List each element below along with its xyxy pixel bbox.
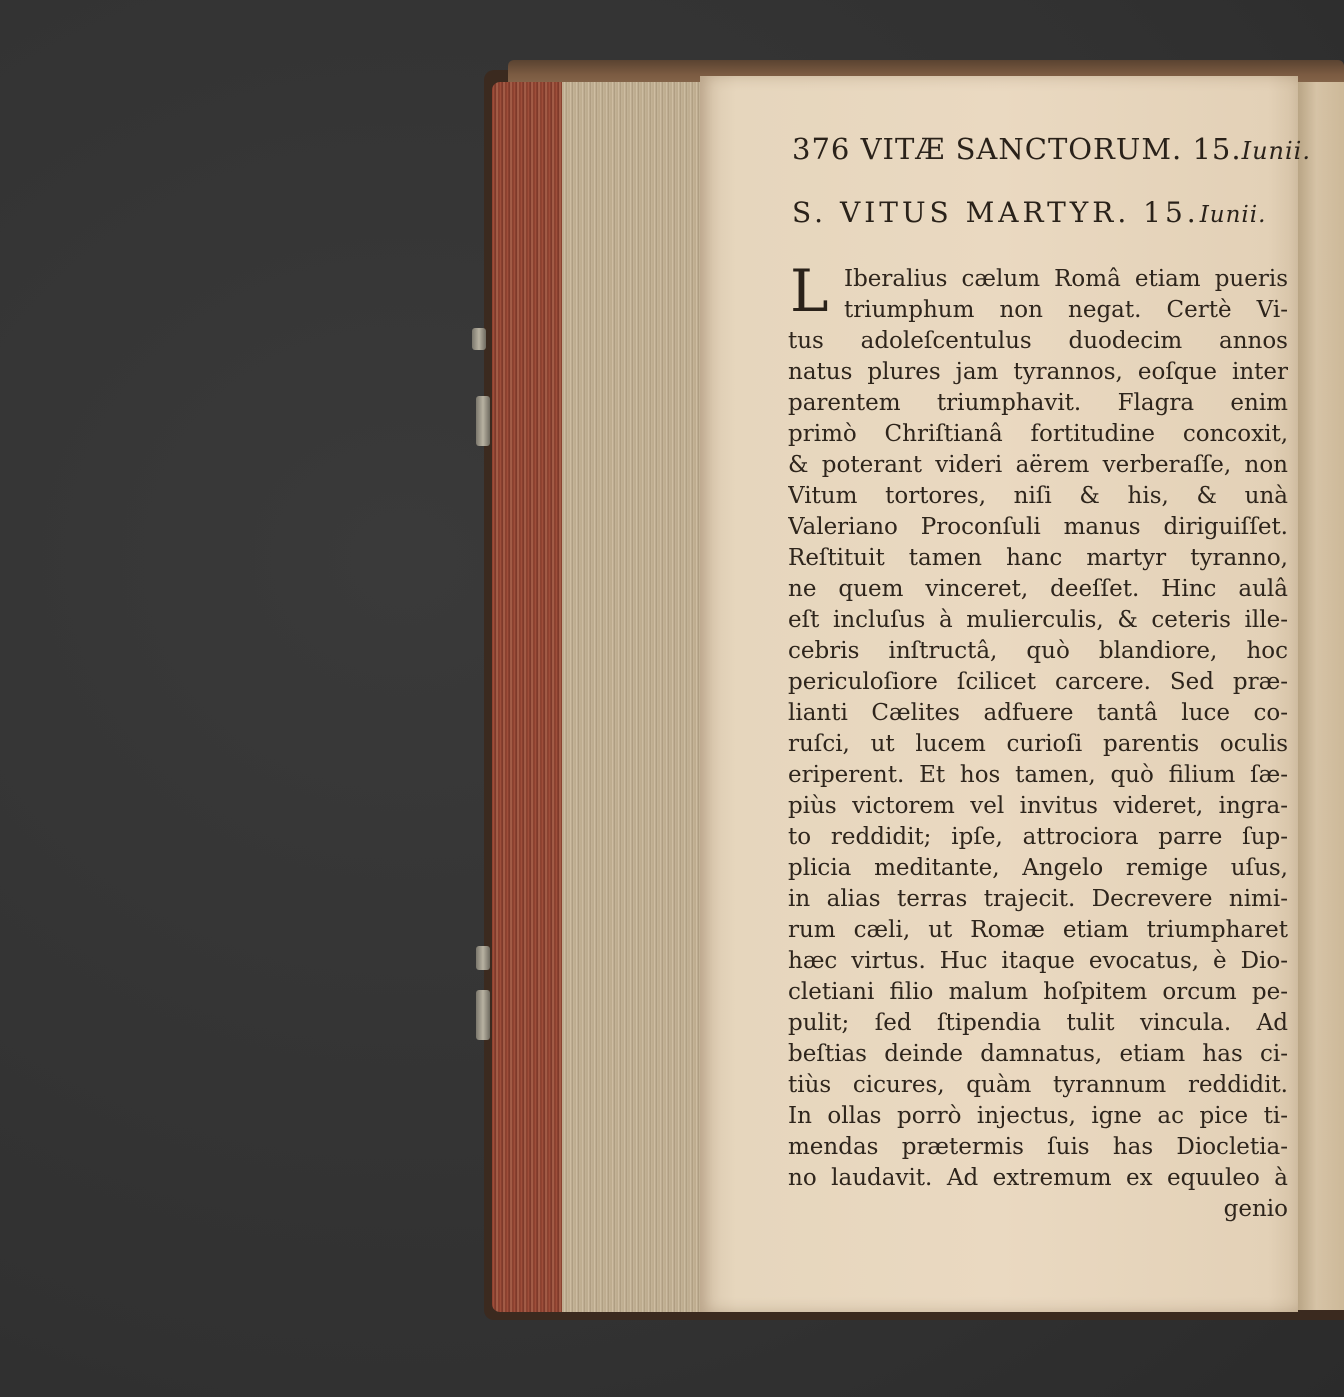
text-line: rum cæli, ut Romæ etiam triumpharet (788, 917, 1288, 943)
text-line: ne quem vinceret, deeſſet. Hinc aulâ (788, 576, 1288, 602)
text-line: natus plures jam tyrannos, eoſque inter (788, 359, 1288, 385)
running-title: VITÆ SANCTORUM. (860, 132, 1183, 166)
drop-cap: L (790, 257, 829, 325)
text-line: parentem triumphavit. Flagra enim (788, 390, 1288, 416)
running-head (792, 132, 1311, 166)
text-line: lianti Cælites adfuere tantâ luce co- (788, 700, 1288, 726)
text-line: Iberalius cælum Româ etiam pueris (844, 266, 1288, 292)
text-line: In ollas porrò injectus, igne ac pice ti- (788, 1103, 1288, 1129)
text-line: cletiani filio malum hoſpitem orcum pe- (788, 979, 1288, 1005)
text-line: pulit; ſed ſtipendia tulit vincula. Ad (788, 1010, 1288, 1036)
running-date-number: 15. (1192, 132, 1242, 166)
text-line: Vitum tortores, niſi & his, & unà (788, 483, 1288, 509)
chapter-date-month: Iunii. (1199, 202, 1267, 228)
text-line: to reddidit; ipſe, attrociora parre ſup- (788, 824, 1288, 850)
text-line: no laudavit. Ad extremum ex equuleo à (788, 1165, 1288, 1191)
text-line: Valeriano Proconſuli manus diriguiſſet. (788, 514, 1288, 540)
chapter-name: S. VITUS MARTYR. (792, 196, 1131, 229)
chapter-title (792, 196, 1302, 229)
book-page (700, 76, 1311, 1312)
text-line: primò Chriſtianâ fortitudine concoxit, (788, 421, 1288, 447)
text-line: periculoſiore ſcilicet carcere. Sed præ- (788, 669, 1288, 695)
clasp-lower (476, 946, 490, 970)
text-line: triumphum non negat. Certè Vi- (844, 297, 1288, 323)
text-line: & poterant videri aërem verberaſſe, non (788, 452, 1288, 478)
facing-page-edge (1298, 82, 1344, 1310)
text-line: hæc virtus. Huc itaque evocatus, è Dio- (788, 948, 1288, 974)
text-line: eſt incluſus à mulierculis, & ceteris ille- (788, 607, 1288, 633)
clasp-bottom (476, 990, 490, 1040)
text-line: beſtias deinde damnatus, etiam has ci- (788, 1041, 1288, 1067)
text-line: Reſtituit tamen hanc martyr tyranno, (788, 545, 1288, 571)
text-line: eriperent. Et hos tamen, quò filium ſæ- (788, 762, 1288, 788)
text-line: in alias terras trajecit. Decrevere nimi- (788, 886, 1288, 912)
chapter-date-number: 15. (1143, 196, 1200, 229)
text-line: mendas prætermis ſuis has Diocletia- (788, 1134, 1288, 1160)
book (478, 60, 1344, 1320)
body-text (788, 257, 1288, 1225)
text-line: tiùs cicures, quàm tyrannum reddidit. (788, 1072, 1288, 1098)
page-number: 376 (792, 132, 851, 166)
page-edges (492, 82, 707, 1312)
clasp-top (472, 328, 486, 350)
running-date-month: Iunii. (1241, 137, 1311, 165)
text-line: tus adoleſcentulus duodecim annos (788, 328, 1288, 354)
clasp-mid (476, 396, 490, 446)
text-line: cebris inſtructâ, quò blandiore, hoc (788, 638, 1288, 664)
catchword: genio (1223, 1196, 1288, 1222)
text-line: ruſci, ut lucem curioſi parentis oculis (788, 731, 1288, 757)
text-line: plicia meditante, Angelo remige uſus, (788, 855, 1288, 881)
text-line: piùs victorem vel invitus videret, ingra- (788, 793, 1288, 819)
